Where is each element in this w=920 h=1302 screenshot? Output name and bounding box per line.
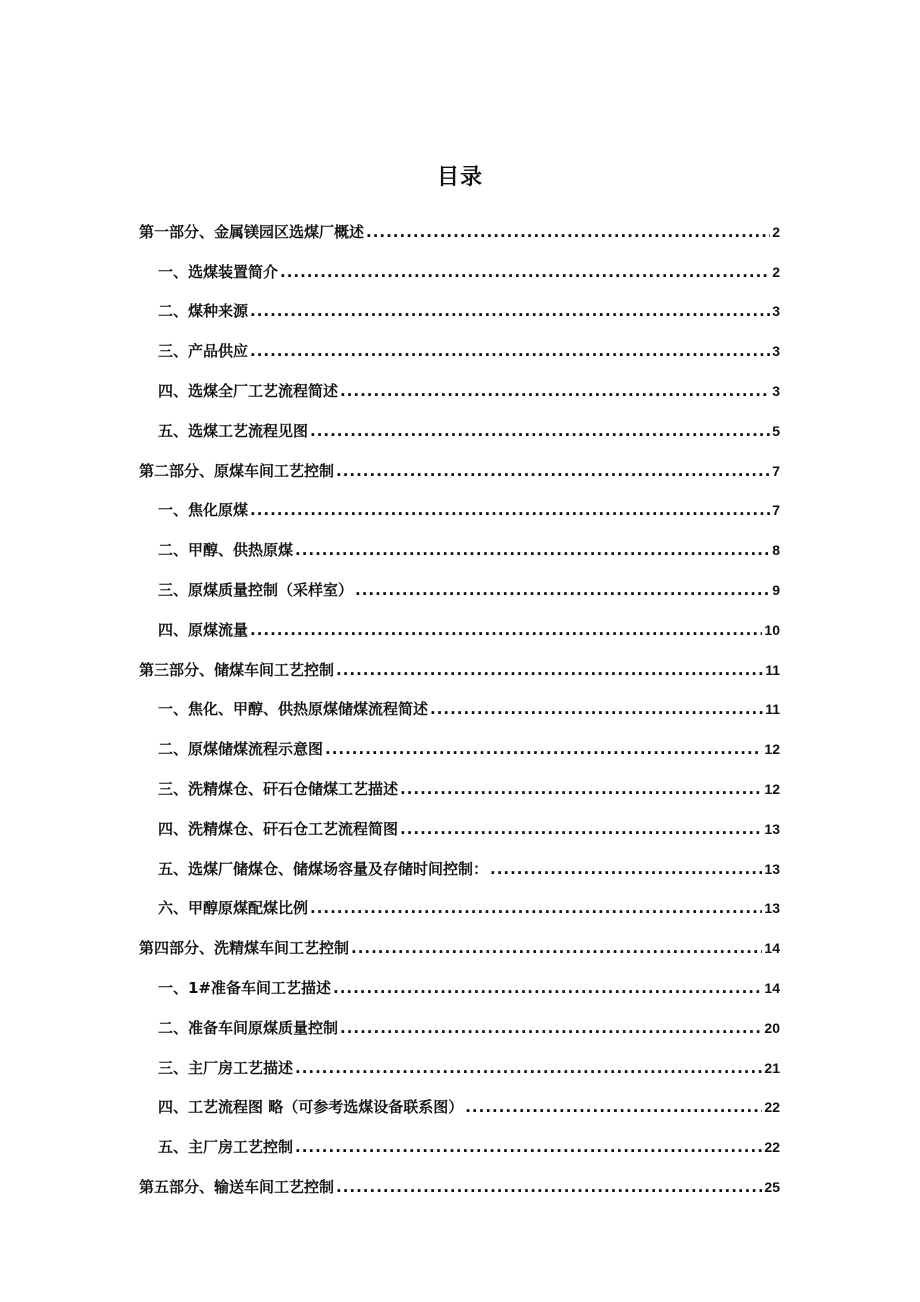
toc-leader-dots (295, 1138, 762, 1156)
toc-leader-dots (250, 302, 770, 320)
toc-entry-label: 第二部分、原煤车间工艺控制 (139, 461, 335, 480)
toc-entry[interactable] (139, 917, 780, 957)
toc-entry-label: 一、焦化原煤 (158, 501, 249, 520)
toc-entry-label: 三、产品供应 (158, 342, 249, 361)
toc-leader-dots (351, 939, 762, 957)
toc-entry-label: 三、洗精煤仓、矸石仓储煤工艺描述 (158, 779, 399, 798)
toc-entry-page-number: 14 (764, 979, 780, 996)
toc-entry[interactable] (139, 1156, 780, 1196)
toc-entry-page-number: 8 (772, 542, 780, 559)
toc-entry-label: 一、焦化、甲醇、供热原煤储煤流程简述 (158, 700, 429, 719)
toc-entry-page-number: 13 (764, 820, 780, 837)
toc-entry-label: 四、原煤流量 (158, 620, 249, 639)
toc-entry[interactable] (139, 838, 780, 878)
toc-leader-dots (490, 860, 762, 878)
toc-entry-page-number: 25 (764, 1178, 780, 1195)
toc-entry-page-number: 9 (772, 581, 780, 598)
toc-entry-page-number: 20 (764, 1019, 780, 1036)
toc-entry[interactable] (139, 758, 780, 798)
toc-leader-dots (250, 621, 762, 639)
toc-entry-page-number: 13 (764, 860, 780, 877)
toc-entry-label: 三、原煤质量控制（采样室） (158, 580, 354, 599)
toc-entry-label: 二、原煤储煤流程示意图 (158, 740, 324, 759)
toc-entry[interactable] (139, 320, 780, 360)
toc-entry-page-number: 22 (764, 1139, 780, 1156)
toc-leader-dots (325, 740, 762, 758)
toc-entry[interactable] (139, 519, 780, 559)
toc-entry[interactable] (139, 599, 780, 639)
toc-leader-dots (336, 462, 770, 480)
toc-entry[interactable] (139, 1037, 780, 1077)
toc-entry-label: 第四部分、洗精煤车间工艺控制 (139, 939, 350, 958)
toc-entry-page-number: 11 (765, 701, 780, 718)
toc-entry-page-number: 3 (772, 382, 780, 399)
toc-leader-dots (430, 700, 763, 718)
toc-entry[interactable] (139, 718, 780, 758)
toc-entry[interactable] (139, 798, 780, 838)
toc-entry[interactable] (139, 480, 780, 520)
toc-entry[interactable] (139, 997, 780, 1037)
toc-entry-label: 第一部分、金属镁园区选煤厂概述 (139, 222, 365, 241)
toc-entry-page-number: 14 (764, 940, 780, 957)
toc-leader-dots (340, 1019, 762, 1037)
toc-entry[interactable] (139, 440, 780, 480)
toc-leader-dots (250, 501, 770, 519)
toc-leader-dots (310, 899, 762, 917)
toc-entry-page-number: 10 (764, 621, 780, 638)
toc-title: 目录 (436, 165, 483, 190)
toc-entry-label: 四、选煤全厂工艺流程简述 (158, 381, 339, 400)
toc-entry-page-number: 5 (772, 422, 780, 439)
toc-entry-page-number: 12 (764, 780, 780, 797)
toc-entry[interactable] (139, 400, 780, 440)
toc-entry-page-number: 13 (764, 900, 780, 917)
toc-entry[interactable] (139, 1116, 780, 1156)
toc-entry[interactable] (139, 957, 780, 997)
toc-entry-page-number: 12 (764, 741, 780, 758)
toc-leader-dots (366, 223, 770, 241)
toc-leader-dots (280, 263, 770, 281)
toc-entry-label: 三、主厂房工艺描述 (158, 1058, 294, 1077)
toc-entry-page-number: 11 (765, 661, 780, 678)
toc-entry[interactable] (139, 559, 780, 599)
toc-entry-page-number: 2 (772, 223, 780, 240)
toc-entry-label: 五、选煤厂储煤仓、储煤场容量及存储时间控制： (158, 859, 489, 878)
toc-entry-label: 一、1#准备车间工艺描述 (158, 978, 332, 997)
toc-entry[interactable] (139, 201, 780, 241)
toc-entry-page-number: 21 (764, 1059, 780, 1076)
toc-entry[interactable] (139, 679, 780, 719)
toc-entry-page-number: 2 (772, 263, 780, 280)
toc-entry[interactable] (139, 639, 780, 679)
toc-entry[interactable] (139, 241, 780, 281)
toc-entry[interactable] (139, 1077, 780, 1117)
table-of-contents (139, 201, 780, 1196)
toc-entry-label: 四、工艺流程图 略（可参考选煤设备联系图） (158, 1098, 464, 1117)
toc-leader-dots (400, 780, 762, 798)
toc-leader-dots (295, 1059, 762, 1077)
toc-entry-label: 第三部分、储煤车间工艺控制 (139, 660, 335, 679)
toc-entry-page-number: 7 (772, 502, 780, 519)
toc-entry-label: 五、主厂房工艺控制 (158, 1138, 294, 1157)
toc-entry-label: 二、甲醇、供热原煤 (158, 541, 294, 560)
toc-entry-label: 第五部分、输送车间工艺控制 (139, 1177, 335, 1196)
toc-entry-label: 四、洗精煤仓、矸石仓工艺流程简图 (158, 819, 399, 838)
toc-leader-dots (465, 1098, 762, 1116)
toc-entry-page-number: 7 (772, 462, 780, 479)
toc-entry-label: 六、甲醇原煤配煤比例 (158, 899, 309, 918)
toc-leader-dots (355, 581, 770, 599)
toc-leader-dots (336, 1178, 762, 1196)
toc-entry-label: 五、选煤工艺流程见图 (158, 421, 309, 440)
toc-leader-dots (295, 541, 770, 559)
toc-entry-label: 二、煤种来源 (158, 302, 249, 321)
toc-entry-page-number: 22 (764, 1099, 780, 1116)
toc-entry[interactable] (139, 281, 780, 321)
toc-leader-dots (340, 382, 770, 400)
toc-leader-dots (336, 661, 763, 679)
toc-entry[interactable] (139, 878, 780, 918)
toc-entry-page-number: 3 (772, 303, 780, 320)
toc-entry-label: 二、准备车间原煤质量控制 (158, 1018, 339, 1037)
toc-entry-label: 一、选煤装置简介 (158, 262, 279, 281)
toc-entry-page-number: 3 (772, 343, 780, 360)
toc-leader-dots (250, 342, 770, 360)
toc-leader-dots (310, 422, 770, 440)
toc-leader-dots (400, 820, 762, 838)
toc-entry[interactable] (139, 360, 780, 400)
toc-leader-dots (333, 979, 762, 997)
